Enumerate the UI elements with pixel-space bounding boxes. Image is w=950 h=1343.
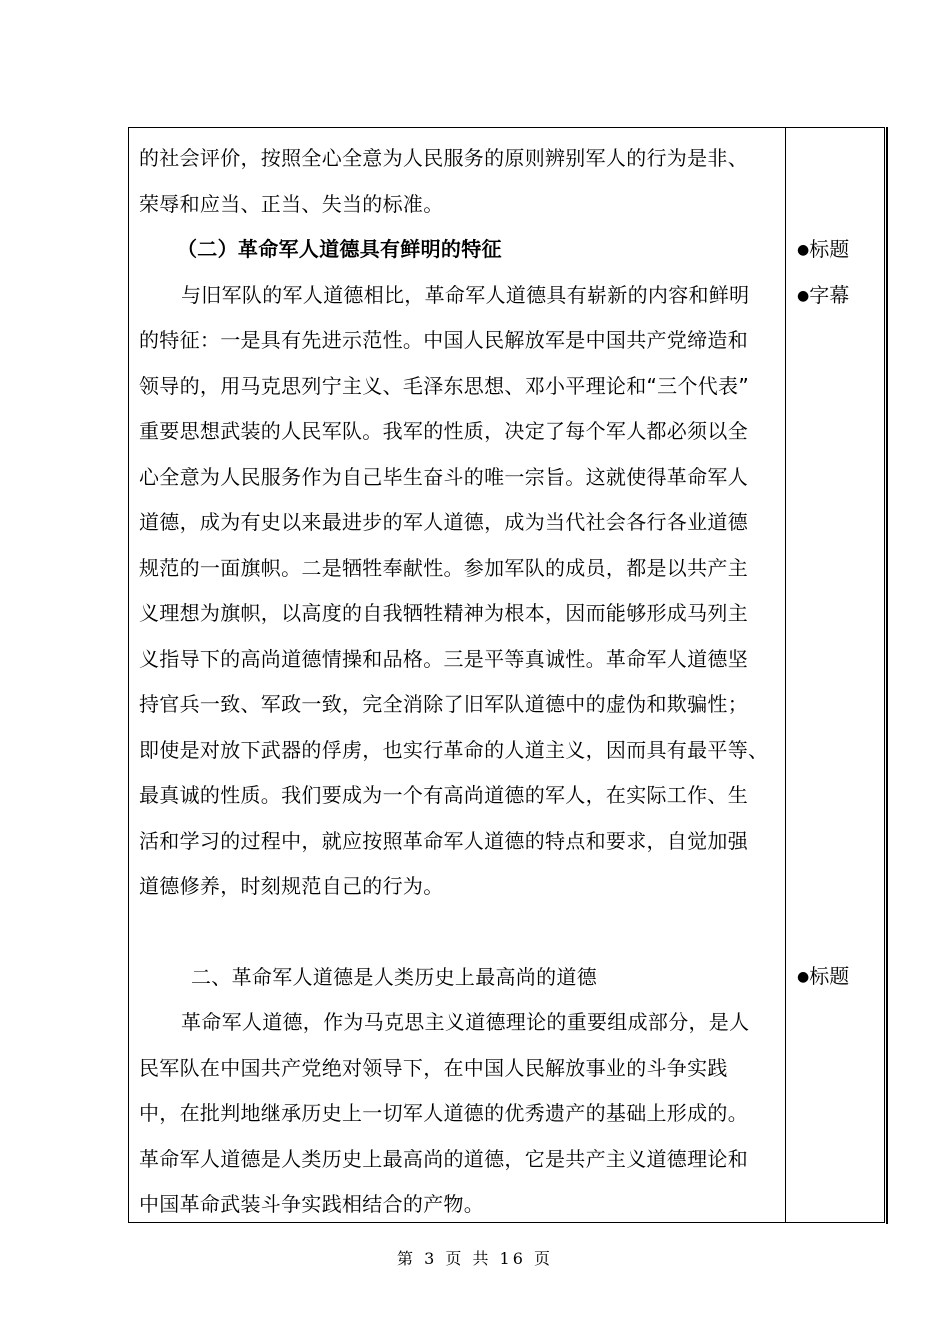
body-line: 的特征：一是具有先进示范性。中国人民解放军是中国共产党缔造和 <box>139 328 748 352</box>
section-heading: 二、革命军人道德是人类历史上最高尚的道德 <box>191 964 597 989</box>
section-heading: （二）革命军人道德具有鲜明的特征 <box>177 237 502 261</box>
paragraph-start: 与旧军队的军人道德相比，革命军人道德具有崭新的内容和鲜明 <box>181 282 750 307</box>
body-line: 民军队在中国共产党绝对领导下，在中国人民解放事业的斗争实践 <box>139 1055 728 1080</box>
side-note-title <box>797 227 849 274</box>
body-line: 荣辱和应当、正当、失当的标准。 <box>139 191 444 216</box>
paragraph-gap <box>139 910 779 955</box>
body-line: 领导的，用马克思列宁主义、毛泽东思想、邓小平理论和“三个代表” <box>139 373 750 398</box>
side-note-subtitle <box>797 273 849 320</box>
side-note-label: 字幕 <box>809 283 850 307</box>
body-line: 规范的一面旗帜。二是牺牲奉献性。参加军队的成员，都是以共产主 <box>139 555 748 580</box>
body-line: 即使是对放下武器的俘虏，也实行革命的人道主义，因而具有最平等、 <box>139 737 769 762</box>
body-line: 最真诚的性质。我们要成为一个有高尚道德的军人，在实际工作、生 <box>139 783 748 807</box>
body-line: 中，在批判地继承历史上一切军人道德的优秀遗产的基础上形成的。 <box>139 1101 748 1125</box>
side-note-label: 标题 <box>809 237 850 261</box>
body-line: 中国革命武装斗争实践相结合的产物。 <box>139 1192 485 1216</box>
side-note-label: 标题 <box>809 964 850 988</box>
body-line: 义指导下的高尚道德情操和品格。三是平等真诚性。革命军人道德坚 <box>139 646 748 671</box>
body-line: 心全意为人民服务作为自己毕生奋斗的唯一宗旨。这就使得革命军人 <box>139 464 748 489</box>
table-outer-border <box>886 127 888 1224</box>
body-line: 道德，成为有史以来最进步的军人道德，成为当代社会各行各业道德 <box>139 510 748 534</box>
body-line: 持官兵一致、军政一致，完全消除了旧军队道德中的虚伪和欺骗性； <box>139 692 748 716</box>
main-text-column <box>139 136 779 1228</box>
body-line: 义理想为旗帜，以高度的自我牺牲精神为根本，因而能够形成马列主 <box>139 601 748 625</box>
body-line: 的社会评价，按照全心全意为人民服务的原则辨别军人的行为是非、 <box>139 146 748 170</box>
body-line: 活和学习的过程中，就应按照革命军人道德的特点和要求，自觉加强 <box>139 828 748 853</box>
body-line: 重要思想武装的人民军队。我军的性质，决定了每个军人都必须以全 <box>139 419 748 443</box>
content-table <box>128 127 885 1223</box>
side-note-title <box>797 954 849 1001</box>
page-number-footer: 第 3 页 共 16 页 <box>397 1249 553 1268</box>
body-line: 道德修养，时刻规范自己的行为。 <box>139 874 444 898</box>
bullet-icon: ● <box>797 969 810 985</box>
paragraph-start: 革命军人道德，作为马克思主义道德理论的重要组成部分，是人 <box>181 1010 750 1034</box>
body-line: 革命军人道德是人类历史上最高尚的道德，它是共产主义道德理论和 <box>139 1146 748 1171</box>
bullet-icon: ● <box>797 288 810 304</box>
column-divider <box>785 128 786 1222</box>
bullet-icon: ● <box>797 242 810 258</box>
